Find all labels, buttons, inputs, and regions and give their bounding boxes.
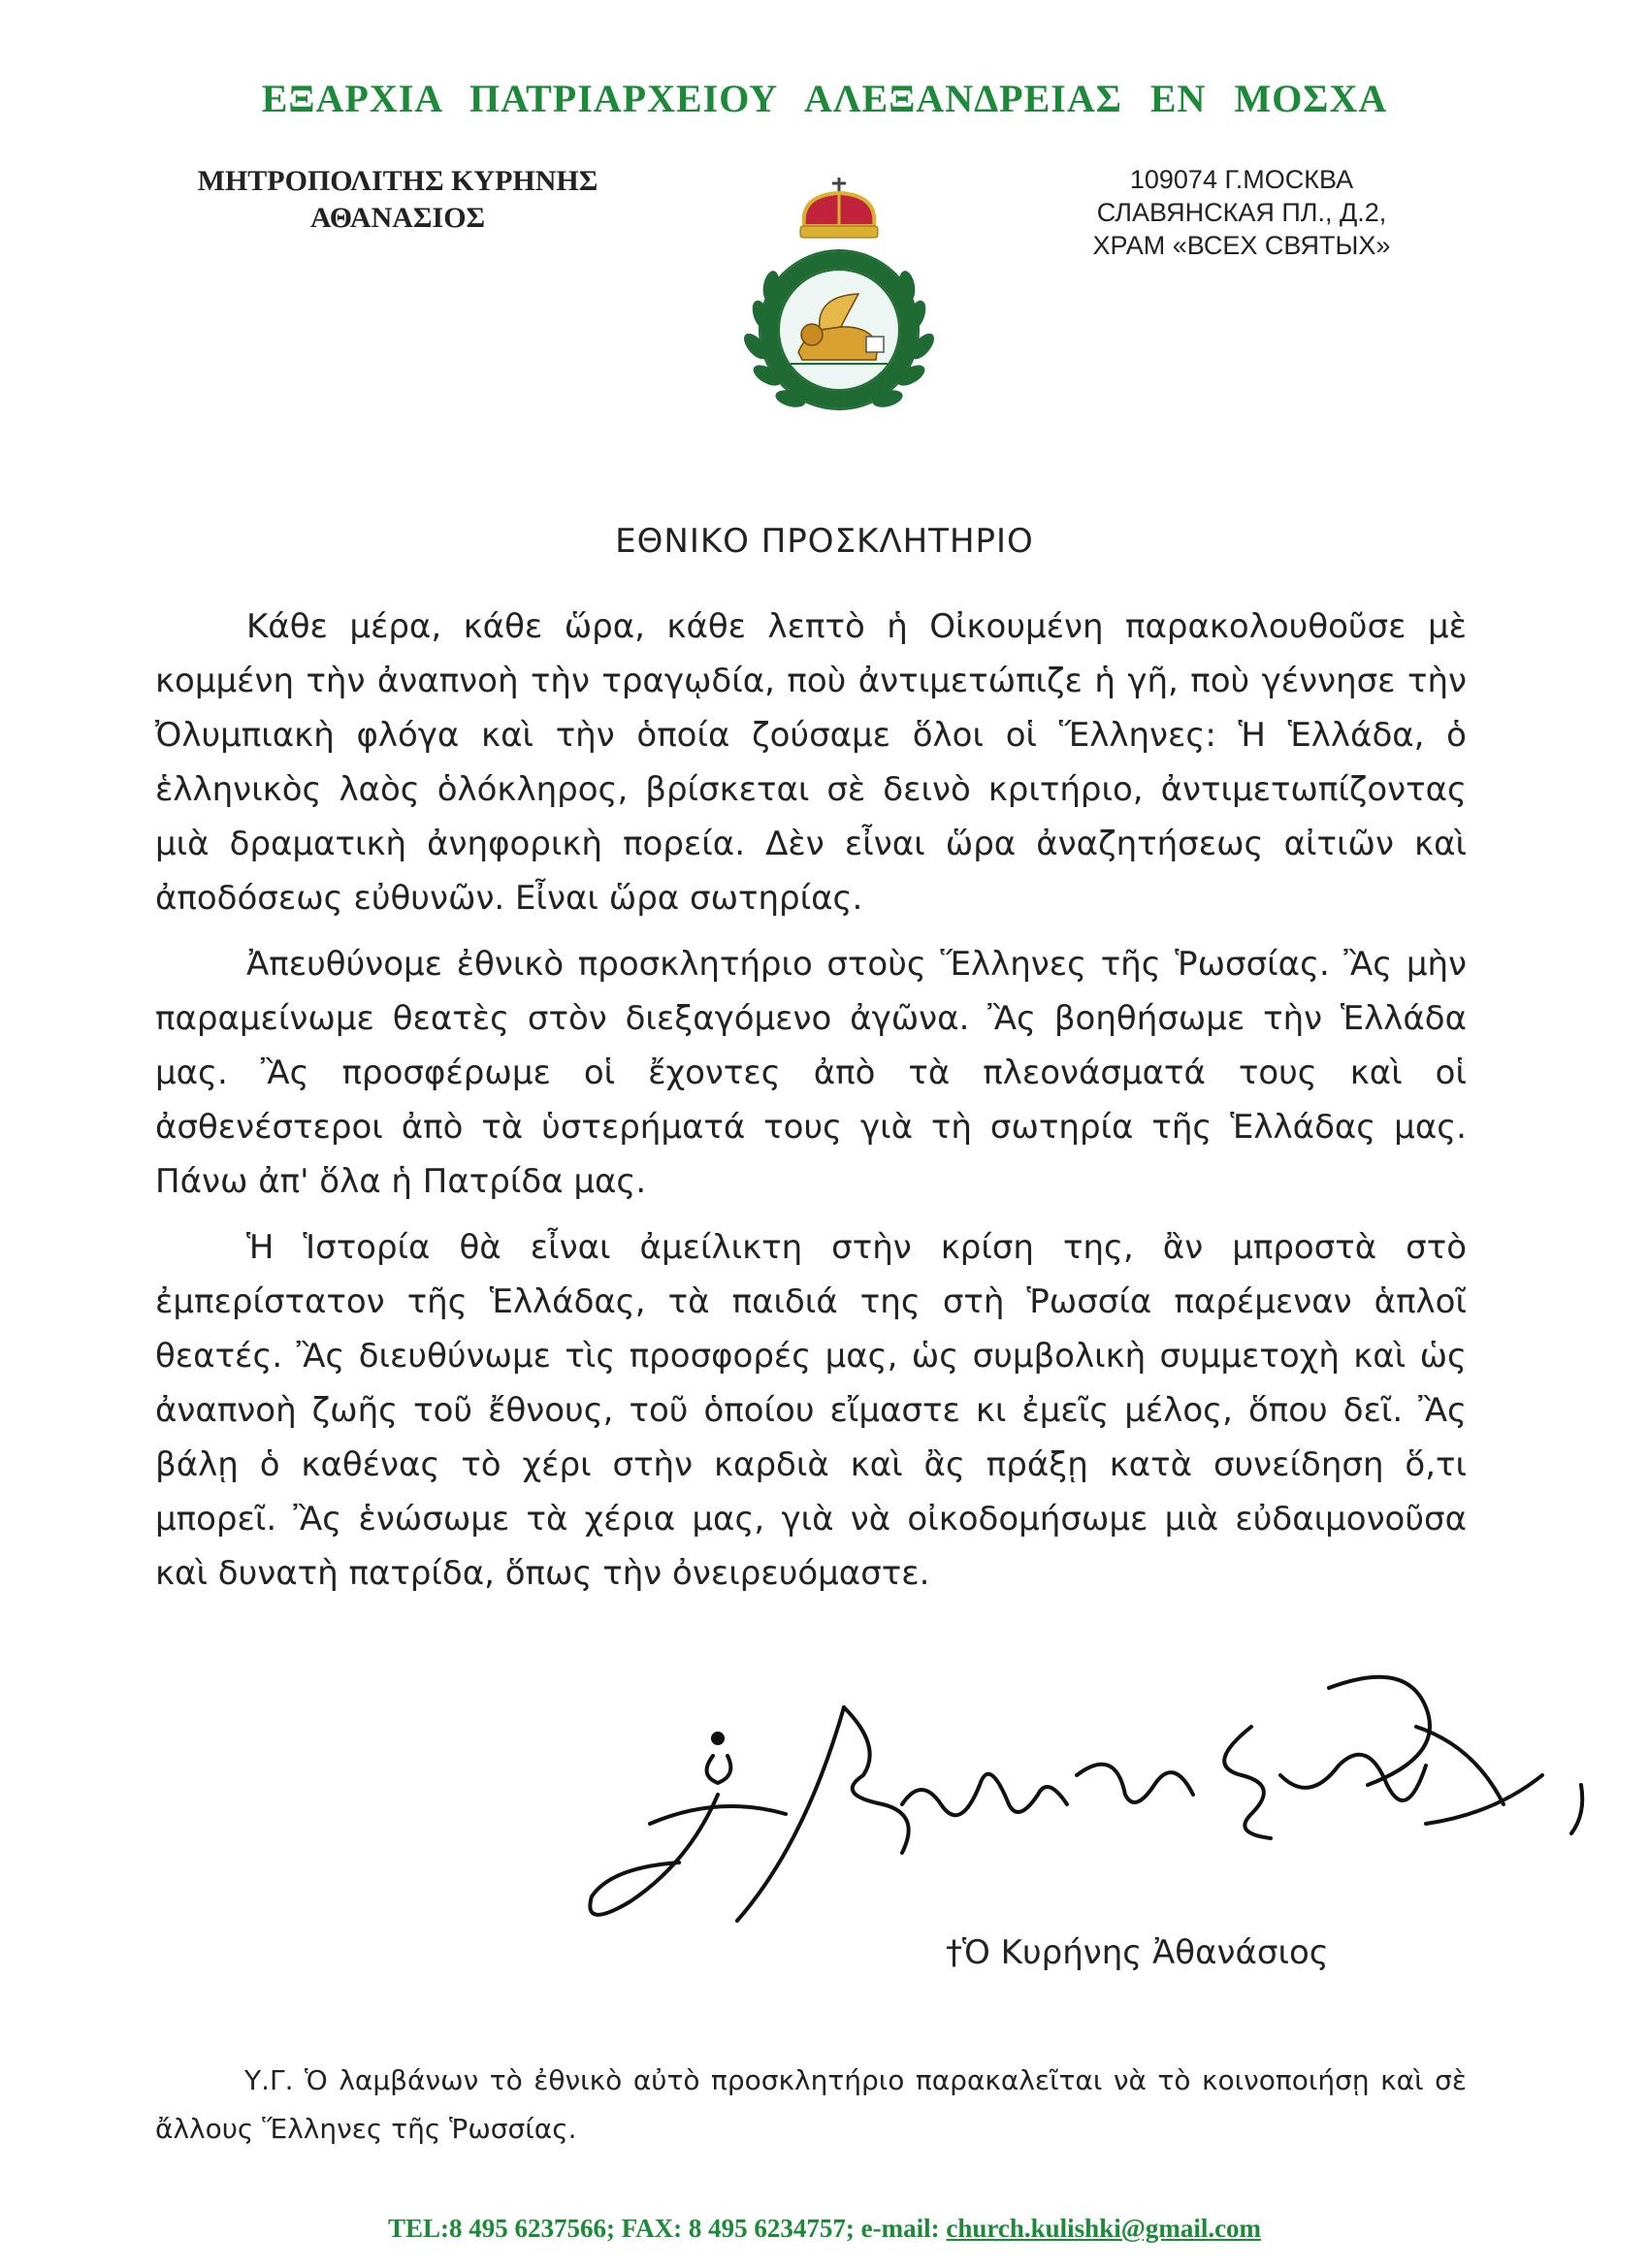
footer-contact: [0, 2214, 1649, 2244]
address-line-3: ХРАМ «ВСЕХ СВЯТЫХ»: [1092, 231, 1391, 260]
address-line-2: СЛАВЯНСКАЯ ПЛ., Д.2,: [1096, 198, 1387, 227]
letterhead-organization: ΕΞΑΡΧΙΑ ΠΑΤΡΙΑΡΧΕΙΟΥ ΑΛΕΞΑΝΔΡΕΙΑΣ ΕΝ ΜΟΣΧΑ: [261, 77, 1388, 120]
postscript: Υ.Γ. Ὁ λαμβάνων τὸ ἐθνικὸ αὐτὸ προσκλητήριο παρακαλεῖται νὰ τὸ κοινοποιήσῃ καὶ σὲ ἄλλους Ἕλληνες τῆς Ῥωσσίας.: [155, 2064, 1467, 2145]
patriarchate-seal-icon: [723, 170, 955, 432]
letter-paragraph: Ἀπευθύνομε ἐθνικὸ προσκλητήριο στοὺς Ἕλληνες τῆς Ῥωσσίας. Ἂς μὴν παραμείνωμε θεατὲς στὸν διεξαγόμενο ἀγῶνα. Ἂς βοηθήσωμε τὴν Ἑλλάδα μας. Ἂς προσφέρωμε οἱ ἔχοντες ἀπὸ τὰ πλεονάσματά τους καὶ οἱ ἀσθενέστεροι ἀπὸ τὰ ὑστερήματά τους γιὰ τὴ σωτηρία τῆς Ἑλλάδας μας. Πάνω ἀπ' ὅλα ἡ Πατρίδα μας.: [155, 945, 1467, 1201]
document-heading: ΕΘΝΙΚΟ ΠΡΟΣΚΛΗΤΗΡΙΟ: [615, 522, 1034, 561]
letterhead-address: [1057, 163, 1426, 262]
handwritten-signature: [572, 1669, 1610, 1960]
footer-email-link[interactable]: church.kulishki@gmail.com: [946, 2214, 1262, 2243]
address-line-1: 109074 Г.МОСКВА: [1129, 165, 1354, 194]
sender-name: ΑΘΑΝΑΣΙΟΣ: [309, 202, 486, 234]
crown-icon: [800, 178, 878, 238]
footer-phone-fax: TEL:8 495 6237566; FAX: 8 495 6234757; e-mail:: [387, 2214, 947, 2243]
letterhead-sender: [146, 163, 650, 237]
letter-paragraph: Κάθε μέρα, κάθε ὥρα, κάθε λεπτὸ ἡ Οἰκουμένη παρακολουθοῦσε μὲ κομμένη τὴν ἀναπνοὴ τὴν τραγῳδία, ποὺ ἀντιμετώπιζε ἡ γῆ, ποὺ γέννησε τὴν Ὀλυμπιακὴ φλόγα καὶ τὴν ὁποία ζούσαμε ὅλοι οἱ Ἕλληνες: Ἡ Ἑλλάδα, ὁ ἑλληνικὸς λαὸς ὁλόκληρος, βρίσκεται σὲ δεινὸ κριτήριο, ἀντιμετωπίζοντας μιὰ δραματικὴ ἀνηφορικὴ πορεία. Δὲν εἶναι ὥρα ἀναζητήσεως αἰτιῶν καὶ ἀποδόσεως εὐθυνῶν. Εἶναι ὥρα σωτηρίας.: [155, 607, 1467, 918]
letter-body: [155, 599, 1467, 1612]
sender-title: ΜΗΤΡΟΠΟΛΙΤΗΣ ΚΥΡΗΝΗΣ: [197, 165, 598, 197]
signer-name: †Ὁ Κυρήνης Ἀθανάσιος: [946, 1933, 1329, 1972]
letter-paragraph: Ἡ Ἱστορία θὰ εἶναι ἀμείλικτη στὴν κρίση της, ἂν μπροστὰ στὸ ἐμπερίστατον τῆς Ἑλλάδας, τὰ παιδιά της στὴ Ῥωσσία παρέμεναν ἁπλοῖ θεατές. Ἂς διευθύνωμε τὶς προσφορές μας, ὡς συμβολικὴ συμμετοχὴ καὶ ὡς ἀναπνοὴ ζωῆς τοῦ ἔθνους, τοῦ ὁποίου εἴμαστε κι ἐμεῖς μέλος, ὅπου δεῖ. Ἂς βάλῃ ὁ καθένας τὸ χέρι στὴν καρδιὰ καὶ ἂς πράξῃ κατὰ συνείδηση ὅ,τι μπορεῖ. Ἂς ἑνώσωμε τὰ χέρια μας, γιὰ νὰ οἰκοδομήσωμε μιὰ εὐδαιμονοῦσα καὶ δυνατὴ πατρίδα, ὅπως τὴν ὀνειρευόμαστε.: [155, 1228, 1467, 1593]
